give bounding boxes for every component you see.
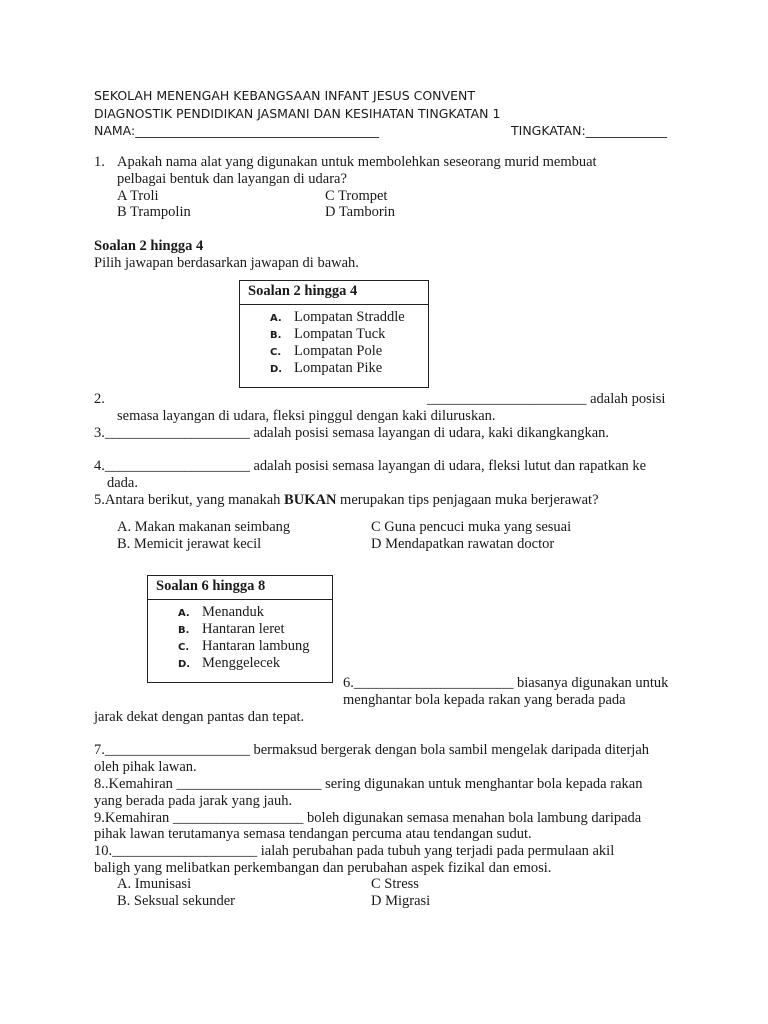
answer-option: D. Lompatan Pike bbox=[270, 360, 383, 376]
q6-line2: menghantar bola kepada rakan yang berada pada bbox=[343, 692, 626, 708]
section-2-4-title: Soalan 2 hingga 4 bbox=[94, 238, 204, 254]
q1-line1: Apakah nama alat yang digunakan untuk membolehkan seseorang murid membuat bbox=[117, 154, 597, 170]
q9-line1: 9.Kemahiran __________________ boleh digunakan semasa menahan bola lambung daripada bbox=[94, 810, 642, 826]
q10-option-b: B. Seksual sekunder bbox=[117, 893, 235, 909]
q8-line1: 8..Kemahiran ____________________ sering digunakan untuk menghantar bola kepada rakan bbox=[94, 776, 643, 792]
answer-box-2-4-list bbox=[240, 305, 428, 377]
q5-option-d: D Mendapatkan rawatan doctor bbox=[371, 536, 555, 552]
q6-line3: jarak dekat dengan pantas dan tepat. bbox=[94, 709, 305, 725]
form-field[interactable]: TINGKATAN:_____________ bbox=[511, 123, 667, 138]
q1-option-d: D Tamborin bbox=[325, 204, 396, 220]
q3-text: 3.____________________ adalah posisi semasa layangan di udara, kaki dikangkangkan. bbox=[94, 425, 610, 441]
answer-box-6-8-list bbox=[148, 600, 332, 672]
answer-option: A. Menanduk bbox=[178, 604, 265, 620]
answer-option: B. Hantaran leret bbox=[178, 621, 285, 637]
q1-option-a: A Troli bbox=[117, 188, 159, 204]
answer-option: C. Hantaran lambung bbox=[178, 638, 310, 654]
q2-number: 2. bbox=[94, 391, 105, 407]
name-field[interactable]: NAMA:_______________________________________ bbox=[94, 123, 379, 138]
q9-line2: pihak lawan terutamanya semasa tendangan percuma atau tendangan sudut. bbox=[94, 826, 532, 842]
exam-title: DIAGNOSTIK PENDIDIKAN JASMANI DAN KESIHATAN TINGKATAN 1 bbox=[94, 106, 501, 121]
answer-option: C. Lompatan Pole bbox=[270, 343, 383, 359]
section-2-4-instruction: Pilih jawapan berdasarkan jawapan di bawah. bbox=[94, 255, 359, 271]
q1-number: 1. bbox=[94, 154, 105, 170]
answer-box-6-8-title: Soalan 6 hingga 8 bbox=[148, 576, 332, 600]
school-name: SEKOLAH MENENGAH KEBANGSAAN INFANT JESUS CONVENT bbox=[94, 88, 475, 103]
q8-line2: yang berada pada jarak yang jauh. bbox=[94, 793, 293, 809]
q1-line2: pelbagai bentuk dan layangan di udara? bbox=[117, 171, 347, 187]
q10-option-d: D Migrasi bbox=[371, 893, 431, 909]
answer-option: D. Menggelecek bbox=[178, 655, 281, 671]
q10-option-a: A. Imunisasi bbox=[117, 876, 192, 892]
q7-line2: oleh pihak lawan. bbox=[94, 759, 197, 775]
q4-line1: 4.____________________ adalah posisi semasa layangan di udara, fleksi lutut dan rapatkan ke bbox=[94, 458, 647, 474]
q6-line1: 6.______________________ biasanya digunakan untuk bbox=[343, 675, 669, 691]
answer-box-2-4-title: Soalan 2 hingga 4 bbox=[240, 281, 428, 305]
q2-line2: semasa layangan di udara, fleksi pinggul dengan kaki diluruskan. bbox=[117, 408, 496, 424]
q5-bold-word: BUKAN bbox=[284, 492, 337, 508]
q5-option-c: C Guna pencuci muka yang sesuai bbox=[371, 519, 572, 535]
q1-option-c: C Trompet bbox=[325, 188, 388, 204]
q10-line2: baligh yang melibatkan perkembangan dan perubahan aspek fizikal dan emosi. bbox=[94, 860, 552, 876]
q5-question: 5.Antara berikut, yang manakah BUKAN merupakan tips penjagaan muka berjerawat? bbox=[94, 492, 599, 508]
answer-option: B. Lompatan Tuck bbox=[270, 326, 386, 342]
q10-line1: 10.____________________ ialah perubahan pada tubuh yang terjadi pada permulaan akil bbox=[94, 843, 615, 859]
q5-option-b: B. Memicit jerawat kecil bbox=[117, 536, 262, 552]
q10-option-c: C Stress bbox=[371, 876, 419, 892]
q4-line2: dada. bbox=[107, 475, 138, 491]
answer-option: A. Lompatan Straddle bbox=[270, 309, 405, 325]
q2-blank[interactable]: ______________________ adalah posisi bbox=[427, 391, 666, 407]
answer-box-6-8 bbox=[147, 575, 333, 683]
q5-option-a: A. Makan makanan seimbang bbox=[117, 519, 291, 535]
answer-box-2-4 bbox=[239, 280, 429, 388]
q1-option-b: B Trampolin bbox=[117, 204, 191, 220]
q7-line1: 7.____________________ bermaksud bergerak dengan bola sambil mengelak daripada diterjah bbox=[94, 742, 650, 758]
